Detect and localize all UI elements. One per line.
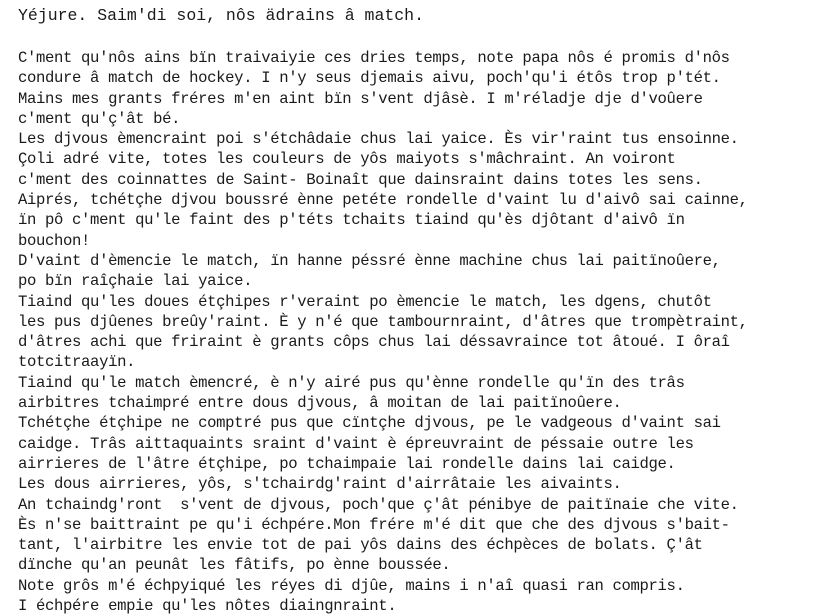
text-line: c'ment des coinnattes de Saint- Boinaît que dainsraint dains totes les sens.: [18, 170, 703, 189]
text-line: les pus djûenes breûy'raint. È y n'é que tambournraint, d'âtres que trompètraint,: [18, 312, 748, 331]
text-line: Mains mes grants fréres m'en aint bïn s'vent djâsè. I m'réladje dje d'voûere: [18, 89, 703, 108]
text-line: Ès n'se baittraint pe qu'i échpére.Mon frére m'é dit que che des djvous s'bait-: [18, 515, 730, 534]
text-line: airrieres de l'âtre étçhipe, po tchaimpaie lai rondelle dains lai caidge.: [18, 454, 676, 473]
text-line: caidge. Trâs aittaquaints sraint d'vaint è épreuvraint de péssaie outre les: [18, 434, 694, 453]
text-line: d'âtres achi que friraint è grants côps chus lai déssavraince tot âtoué. I ôraî: [18, 333, 730, 352]
text-line: Çoli adré vite, totes les couleurs de yôs maiyots s'mâchraint. An voiront: [18, 150, 676, 169]
text-line: ïn pô c'ment qu'le faint des p'téts tchaits tiaind qu'ès djôtant d'aivô ïn: [18, 211, 685, 230]
text-line: Les dous airrieres, yôs, s'tchairdg'raint d'airrâtaie les aivaints.: [18, 475, 622, 494]
document-body: [18, 48, 818, 616]
text-line: C'ment qu'nôs ains bïn traivaiyie ces dries temps, note papa nôs é promis d'nôs: [18, 49, 730, 67]
document-title: Yéjure. Saim'di soi, nôs ädrains â match.: [18, 6, 424, 25]
text-line: I échpére empie qu'les nôtes diaingnraint.: [18, 597, 397, 616]
text-line: bouchon!: [18, 231, 91, 250]
text-line: Tchétçhe étçhipe ne comptré pus que cïntçhe djvous, pe le vadgeous d'vaint sai: [18, 414, 721, 433]
text-line: c'ment qu'ç'ât bé.: [18, 109, 181, 128]
text-line: Tiaind qu'le match èmencré, è n'y airé pus qu'ènne rondelle qu'ïn des trâs: [18, 373, 685, 392]
text-line: Les djvous èmencraint poi s'étchâdaie chus lai yaice. Ès vir'raint tus ensoinne.: [18, 130, 739, 149]
text-line: Note grôs m'é échpyiqué les réyes di djûe, mains i n'aî quasi ran compris.: [18, 576, 685, 595]
text-line: tant, l'airbitre les envie tot de pai yôs dains des échpèces de bolats. Ç'ât: [18, 536, 703, 555]
text-line: An tchaindg'ront s'vent de djvous, poch'que ç'ât pénibye de paitïnaie che vite.: [18, 495, 739, 514]
text-line: Tiaind qu'les doues étçhipes r'veraint po èmencie le match, les dgens, chutôt: [18, 292, 712, 311]
text-line: Aiprés, tchétçhe djvou boussré ènne petéte rondelle d'vaint lu d'aivô sai cainne,: [18, 191, 748, 210]
text-line: dïnche qu'an peunât les fâtifs, po ènne boussée.: [18, 556, 451, 575]
text-line: airbitres tchaimpré entre dous djvous, â moitan de lai paitïnoûere.: [18, 394, 622, 413]
text-line: condure â match de hockey. I n'y seus djemais aivu, poch'qu'i étôs trop p'tét.: [18, 69, 721, 88]
text-line: po bïn raîçhaie lai yaice.: [18, 272, 253, 291]
text-line: totcitraayïn.: [18, 353, 136, 372]
text-line: D'vaint d'èmencie le match, ïn hanne péssré ènne machine chus lai paitïnoûere,: [18, 251, 721, 270]
